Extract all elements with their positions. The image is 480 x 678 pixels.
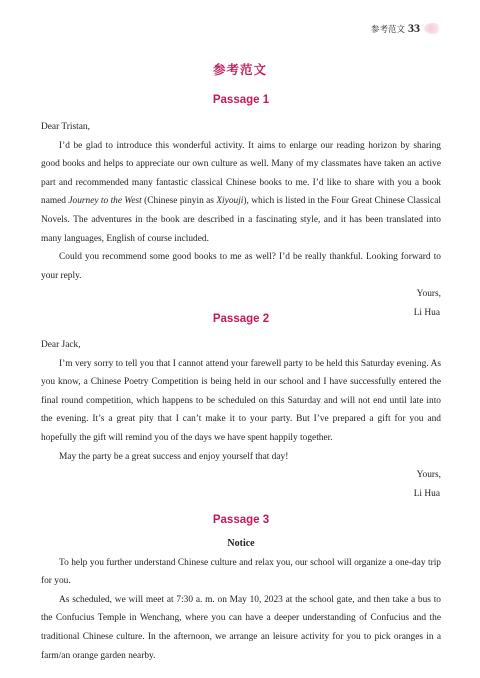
passage-3-paragraph-2: As scheduled, we will meet at 7:30 a. m. on May 10, 2023 at the school gate, and then take a bus to the Confucius Temple in Wenchang, where you can have a deeper understanding of Confucius and the traditional Chinese culture. In the afternoon, we arrange an leisure activity for you to pick oranges in a farm/an orange garden nearby. <box>41 594 441 661</box>
passage-1-para1-part-b: (Chinese pinyin as <box>141 196 217 207</box>
passage-1-heading: Passage 1 <box>212 94 270 106</box>
passage-1-signature: Li Hua <box>413 307 440 318</box>
passage-2-greeting: Dear Jack, <box>41 340 81 350</box>
passage-3-heading: Passage 3 <box>212 514 270 526</box>
passage-2-paragraph-2: May the party be a great success and enjoy yourself that day! <box>59 451 289 462</box>
passage-1-paragraph-1 <box>41 137 441 249</box>
page-title: 参考范文 <box>212 62 267 77</box>
passage-2-closing: Yours, <box>416 470 441 481</box>
passage-1-closing: Yours, <box>416 289 441 300</box>
passage-1 <box>41 91 441 323</box>
passage-1-para1-part-c: ), which is listed in the Four Great Chinese Classical Novels. The adventures in the book are described in a fascinating style, and it has been translated into many languages, English of course included. <box>41 196 441 244</box>
passage-3-paragraph-1: To help you further understand Chinese culture and relax you, our school will organize a one-day trip for you. <box>41 557 441 587</box>
page-number: 33 <box>408 21 420 35</box>
notice-title: Notice <box>227 538 255 549</box>
flower-decoration-icon <box>424 23 442 34</box>
passage-1-para1-part-a: I’d be glad to introduce this wonderful activity. It aims to enlarge our reading horizon by sharing good books and helps to appreciate our own culture as well. Many of my classmates have taken an active part and recommended many fantastic classical Chinese books to me. I’d like to share with you a book named <box>41 140 441 207</box>
passage-2-paragraph-1: I’m very sorry to tell you that I cannot attend your farewell party to be held this Saturday evening. As you know, a Chinese Poetry Competition is being held in our school and I have successfully entered the final round competition, which happens to be scheduled on this Saturday and will not end until late into the evening. It’s a great pity that I can’t make it to your party. But I’ve prepared a gift for you and hopefully the gift will remind you of the days we have spent happily together. <box>41 358 441 443</box>
passage-2-signature: Li Hua <box>413 488 440 499</box>
header-label: 参考范文 <box>370 24 405 35</box>
passage-2 <box>41 310 441 503</box>
passage-2-heading: Passage 2 <box>212 313 270 325</box>
book-title: Journey to the West <box>68 196 142 207</box>
pinyin-text: Xiyouji <box>216 196 244 207</box>
passage-1-paragraph-2: Could you recommend some good books to me as well? I’d be really thankful. Looking forward to your reply. <box>41 252 441 281</box>
passage-1-greeting: Dear Tristan, <box>41 122 90 132</box>
passage-3 <box>41 511 441 665</box>
page-header <box>371 21 442 36</box>
